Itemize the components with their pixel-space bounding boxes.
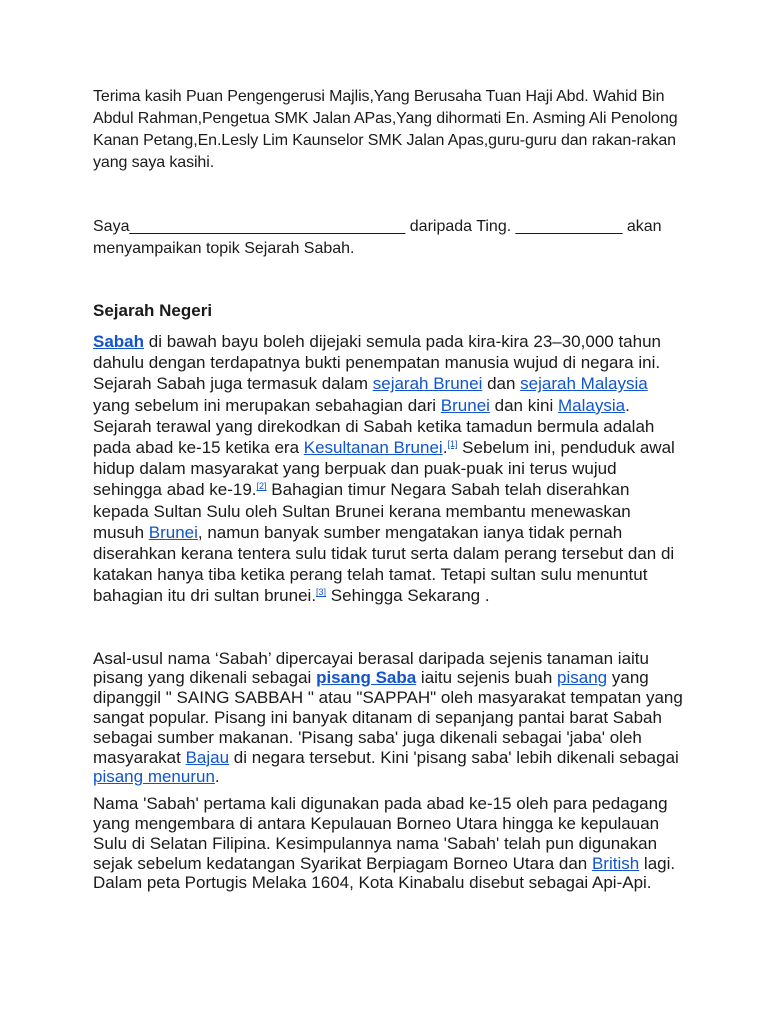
reference-link-1[interactable]: [1] [447, 439, 458, 450]
link-sejarah-brunei[interactable]: sejarah Brunei [372, 374, 483, 394]
reference-link-2[interactable]: [2] [256, 481, 267, 492]
link-sabah[interactable]: Sabah [93, 332, 145, 351]
text-segment: Bahagian timur Negara Sabah telah diserahkan kepada Sultan Sulu oleh Sultan Brunei kerana membantu menewaskan musuh [93, 480, 631, 542]
text-segment: yang dipanggil " SAING SABBAH " atau "SAPPAH" oleh masyarakat tempatan yang sangat popular. Pisang ini banyak ditanam di sepanjang pantai barat Sabah sebagai sumber makanan. 'Pisang saba' juga dikenali sebagai 'jaba' oleh masyarakat [93, 668, 683, 767]
text-segment: . Sejarah terawal yang direkodkan di Sabah ketika tamadun bermula adalah pada abad ke-15 ketika era [93, 395, 655, 458]
link-brunei-2[interactable]: Brunei [148, 522, 198, 542]
text-segment: Asal-usul nama ‘Sabah’ dipercayai berasal daripada sejenis tanaman iaitu pisang yang dikenali sebagai [93, 648, 649, 688]
text-segment: lagi. Dalam peta Portugis Melaka 1604, Kota Kinabalu disebut sebagai Api-Api. [93, 853, 676, 893]
text-segment: Sehingga Sekarang . [326, 586, 490, 606]
section-heading: Sejarah Negeri [93, 301, 213, 320]
text-segment: . [214, 767, 220, 787]
history-paragraph [93, 331, 683, 607]
text-segment: Nama 'Sabah' pertama kali digunakan pada abad ke-15 oleh para pedagang yang mengembara di antara Kepulauan Borneo Utara hingga ke kepulauan Sulu di Selatan Filipina. Kesimpulannya nama 'Sabah' telah pun digunakan sejak sebelum kedatangan Syarikat Berpiagam Borneo Utara dan [93, 794, 668, 873]
link-pisang[interactable]: pisang [557, 668, 608, 688]
intro-paragraph: Saya_______________________________ daripada Ting. ____________ akan menyampaikan topik Sejarah Sabah. [93, 218, 662, 257]
reference-link-3[interactable]: [3] [316, 587, 327, 598]
text-segment: iaitu sejenis buah [416, 668, 558, 688]
link-brunei[interactable]: Brunei [440, 395, 490, 415]
text-segment: dan kini [489, 395, 558, 415]
text-segment: di negara tersebut. Kini 'pisang saba' lebih dikenali sebagai [229, 747, 679, 767]
link-pisang-menurun[interactable]: pisang menurun [93, 767, 215, 787]
document-body [93, 86, 683, 893]
greeting-paragraph: Terima kasih Puan Pengengerusi Majlis,Yang Berusaha Tuan Haji Abd. Wahid Bin Abdul Rahman,Pengetua SMK Jalan APas,Yang dihormati En. Asming Ali Penolong Kanan Petang,En.Lesly Lim Kaunselor SMK Jalan Apas,guru-guru dan rakan-rakan yang saya kasihi. [93, 88, 678, 171]
name-paragraph [93, 794, 683, 893]
link-malaysia[interactable]: Malaysia [557, 395, 626, 415]
link-kesultanan-brunei[interactable]: Kesultanan Brunei [303, 438, 443, 458]
text-segment: di bawah bayu boleh dijejaki semula pada kira-kira 23–30,000 tahun dahulu dengan terdapatnya bukti penempatan manusia wujud di negara ini. Sejarah Sabah juga termasuk dalam [93, 332, 661, 394]
text-segment: Sebelum ini, penduduk awal hidup dalam masyarakat yang berpuak dan puak-puak ini terus wujud sehingga abad ke-19. [93, 438, 675, 500]
text-segment: , namun banyak sumber mengatakan ianya tidak pernah diserahkan kerana tentera sulu tidak turut serta dalam perang tersebut dan di katakan hanya tiba ketika perang telah tamat. Tetapi sultan sulu menuntut bahagian itu dri sultan brunei. [93, 522, 675, 606]
link-bajau[interactable]: Bajau [185, 747, 230, 767]
text-segment: dan [482, 374, 521, 394]
link-sejarah-malaysia[interactable]: sejarah Malaysia [520, 374, 648, 394]
text-segment: yang sebelum ini merupakan sebahagian dari [93, 395, 441, 415]
link-british[interactable]: British [591, 853, 640, 873]
link-pisang-saba[interactable]: pisang Saba [316, 668, 417, 688]
text-segment: . [442, 438, 448, 458]
origin-paragraph [93, 649, 683, 788]
